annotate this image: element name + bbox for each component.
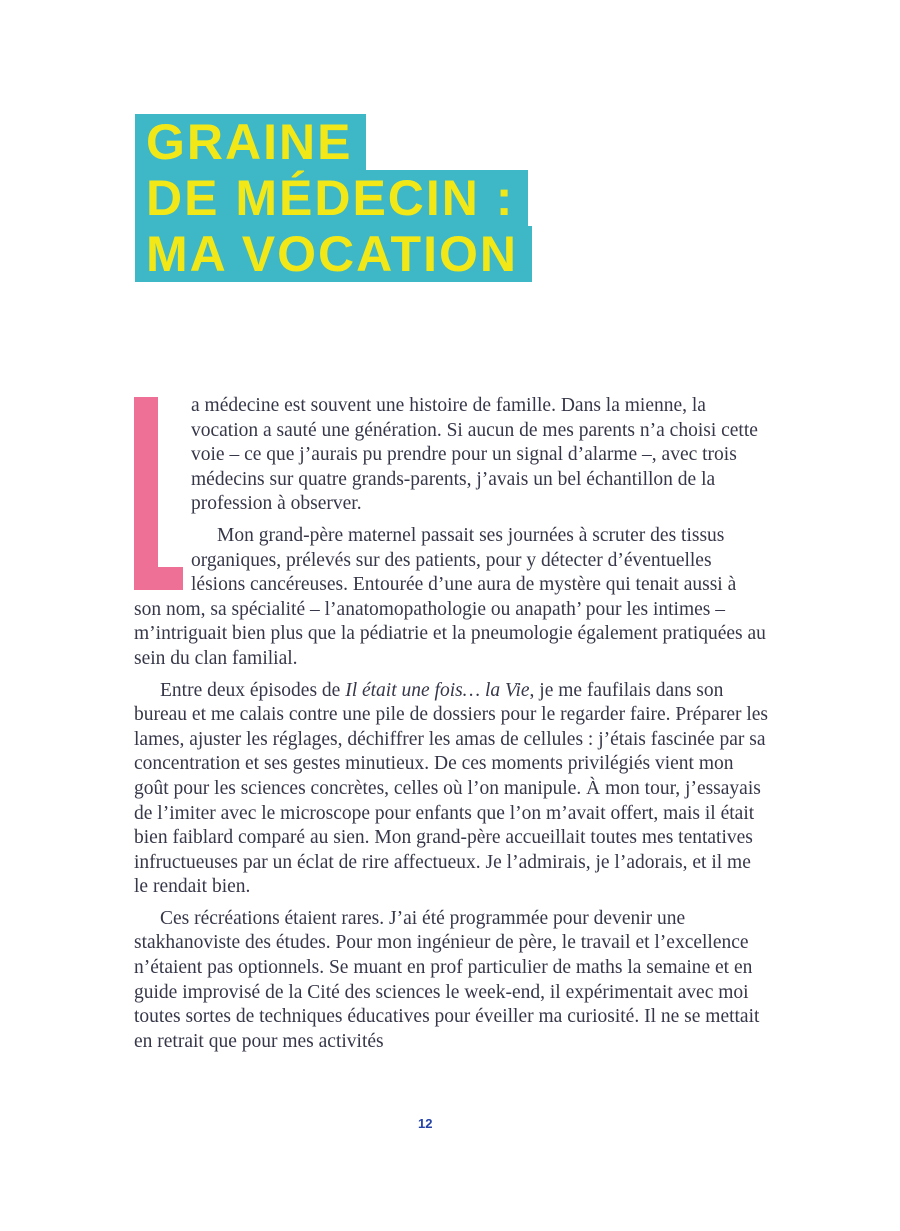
chapter-title-line-3: [135, 226, 532, 282]
page-number: 12: [418, 1116, 433, 1131]
chapter-title-line-2: [135, 170, 532, 226]
chapter-title-text-2: DE MÉDECIN :: [135, 170, 528, 226]
chapter-title-line-1: [135, 114, 532, 170]
dropcap-l-shape: [134, 397, 183, 590]
paragraph-opening: a médecine est souvent une histoire de famille. Dans la mienne, la vocation a sauté une génération. Si aucun de mes parents n’a choisi cette voie – ce que j’aurais pu prendre pour un signal d’alarme –, avec trois médecins sur quatre grands-parents, j’avais un bel échantillon de la profession à observer.: [191, 395, 758, 515]
paragraph-studies: Ces récréations étaient rares. J’ai été programmée pour devenir une stakhanoviste des études. Pour mon ingénieur de père, le travail et l’excellence n’étaient pas optionnels. Se muant en prof particulier de maths la semaine et en guide improvisé de la Cité des sciences le week-end, il expérimentait avec moi toutes sortes de techniques éducatives pour éveiller ma curiosité. Il ne se mettait en retrait que pour mes activités: [134, 907, 760, 1052]
chapter-title-text-1: GRAINE: [135, 114, 366, 170]
body-text: [134, 394, 768, 1061]
book-title-italic: Il était une fois… la Vie: [345, 679, 530, 701]
chapter-title: [135, 114, 532, 282]
paragraph-episodes: [134, 679, 768, 900]
paragraph-grandfather: Mon grand-père maternel passait ses journées à scruter des tissus organiques, prélevés sur des patients, pour y détecter d’éventuelles lésions cancéreuses. Entourée d’une aura de mystère qui tenait aussi à son nom, sa spécialité – l’anatomopathologie ou anapath’ pour les intimes – m’intriguait bien plus que la pédiatrie et la pneumologie également pratiquées au sein du clan familial.: [134, 524, 766, 669]
paragraph-episodes-after: , je me faufilais dans son bureau et me calais contre une pile de dossiers pour le regarder faire. Préparer les lames, ajuster les réglages, déchiffrer les amas de cellules : j’étais fascinée par sa concentration et ses gestes minutieux. De ces moments privilégiés vient mon goût pour les sciences concrètes, celles où l’on manipule. À mon tour, j’essayais de l’imiter avec le microscope pour enfants que l’on m’avait offert, mais il était bien faiblard comparé au sien. Mon grand-père accueillait toutes mes tentatives infructueuses par un éclat de rire affectueux. Je l’admirais, je l’adorais, et il me le rendait bien.: [134, 679, 768, 898]
paragraph-episodes-before: Entre deux épisodes de: [160, 679, 346, 701]
chapter-title-text-3: MA VOCATION: [135, 226, 532, 282]
dropcap-letter-l: [134, 397, 183, 590]
